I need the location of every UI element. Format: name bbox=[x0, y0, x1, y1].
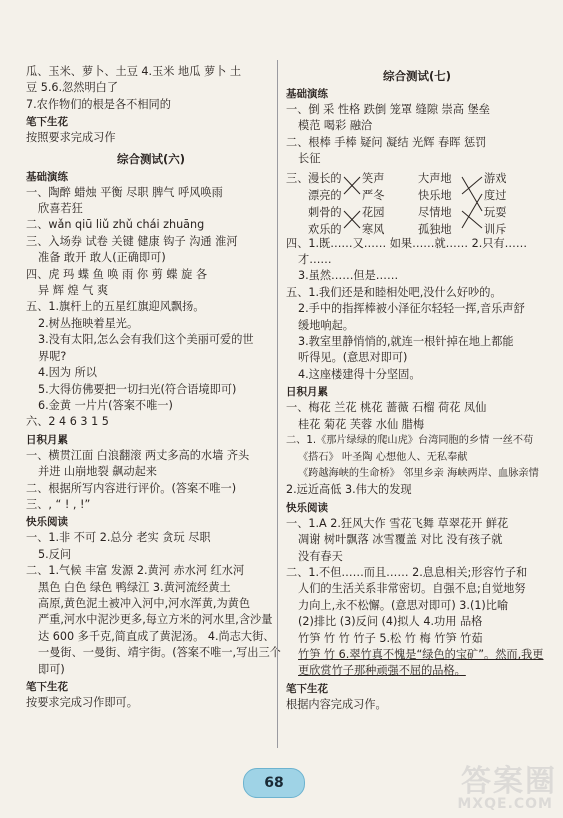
match-word: 玩耍 bbox=[484, 205, 507, 219]
answer-line: 《跨越海峡的生命桥》 邻里乡亲 海峡两岸、血脉亲情 bbox=[298, 467, 539, 479]
left-column bbox=[26, 64, 281, 711]
right-column bbox=[286, 64, 548, 713]
answer-line: (2)排比 (3)反问 (4)拟人 4.功用 品格 bbox=[298, 615, 483, 629]
answer-line: 二、根棒 手棒 疑问 凝结 光辉 春晖 惩罚 bbox=[286, 135, 487, 149]
match-word: 漫长的 bbox=[308, 171, 342, 185]
match-word: 寒风 bbox=[362, 222, 385, 236]
match-word: 大声地 bbox=[418, 171, 452, 185]
answer-line: 凋谢 树叶飘落 冰雪覆盖 对比 没有孩子就 bbox=[298, 533, 503, 547]
test-title: 综合测试(六) bbox=[116, 151, 185, 166]
answer-line: 黑色 白色 绿色 鸭绿江 3.黄河流经黄土 bbox=[38, 580, 231, 594]
answer-line: 《搭石》 叶圣陶 心想他人、无私奉献 bbox=[298, 451, 468, 463]
answer-line: 竹笋 竹 6.翠竹真不愧是“绿色的宝矿”。然而,我更 bbox=[298, 647, 544, 661]
answer-line: 四、1.既……又…… 如果……就…… 2.只有…… bbox=[286, 236, 528, 250]
answer-line: 更欣赏竹子那种顽强不屈的品格。 bbox=[298, 664, 466, 678]
answer-line: 一、陶醉 蜡烛 平衡 尽职 脾气 呼风唤雨 bbox=[26, 185, 223, 199]
answer-line: 6.金黄 一片片(答案不唯一) bbox=[38, 398, 173, 412]
answer-line: 三、入场券 试卷 关键 健康 钩子 沟通 淮河 bbox=[26, 234, 238, 248]
match-word: 训斥 bbox=[484, 222, 507, 236]
answer-line: 严重,河水中泥沙更多,每立方米的河水里,含沙量 bbox=[38, 613, 273, 627]
answer-line: 界呢? bbox=[38, 349, 67, 363]
answer-line: 按照要求完成习作 bbox=[26, 131, 116, 145]
answer-line: 2.手中的指挥棒被小泽征尔轻轻一挥,音乐声舒 bbox=[298, 302, 525, 316]
answer-line: 2.树丛拖映着星光。 bbox=[38, 316, 139, 330]
section-heading: 快乐阅读 bbox=[286, 501, 328, 514]
section-heading: 快乐阅读 bbox=[26, 516, 68, 529]
match-word: 游戏 bbox=[484, 171, 507, 185]
answer-line: 六、2 4 6 3 1 5 bbox=[26, 415, 109, 429]
match-word: 欢乐的 bbox=[308, 222, 342, 236]
answer-line: 一、倒 采 性格 跌倒 笼罩 缝隙 崇高 堡垒 bbox=[286, 103, 490, 116]
answer-line: 4.因为 所以 bbox=[38, 366, 97, 380]
answer-line: 听得见。(意思对即可) bbox=[298, 351, 408, 365]
match-word: 严冬 bbox=[362, 188, 385, 202]
test-title: 综合测试(七) bbox=[382, 69, 451, 83]
match-word: 花园 bbox=[362, 205, 385, 219]
answer-line: 二、1.气候 丰富 发源 2.黄河 赤水河 红水河 bbox=[26, 564, 245, 578]
answer-line: 3.教室里静悄悄的,就连一根针掉在地上都能 bbox=[298, 335, 514, 349]
match-word: 笑声 bbox=[362, 171, 385, 185]
section-heading: 基础演练 bbox=[26, 170, 68, 183]
word-matching-exercise bbox=[286, 168, 548, 236]
answer-line: 高原,黄色泥土被冲入河中,河水浑黄,为黄色 bbox=[38, 596, 251, 610]
page-number: 68 bbox=[243, 768, 305, 798]
answer-line: 达 600 多千克,简直成了黄泥汤。 4.尚志大街、 bbox=[38, 629, 275, 643]
answer-line: 豆 5.6.忽然明白了 bbox=[26, 81, 119, 95]
watermark-logo bbox=[407, 756, 557, 812]
answer-line: 3.虽然……但是…… bbox=[298, 269, 399, 283]
answer-line: 5.大得仿佛要把一切扫光(符合语境即可) bbox=[38, 382, 237, 396]
answer-line: 力向上,永不松懈。(意思对即可) 3.(1)比喻 bbox=[298, 598, 509, 612]
watermark-text: 答案圈 bbox=[461, 764, 557, 799]
answer-line: 四、虎 玛 蝶 鱼 唤 雨 你 剪 蝶 旋 各 bbox=[26, 267, 208, 281]
question-number: 三、 bbox=[286, 171, 309, 185]
answer-line: 人们的生活关系非常密切。自强不息;自觉地努 bbox=[298, 582, 526, 596]
answer-line: 5.反问 bbox=[38, 547, 72, 561]
answer-line: 一、1.非 不可 2.总分 老实 贪玩 尽职 bbox=[26, 531, 211, 545]
answer-line: 桂花 菊花 芙蓉 水仙 腊梅 bbox=[298, 417, 425, 431]
answer-line: 五、1.我们还是和睦相处吧,没什么好吵的。 bbox=[286, 285, 502, 299]
match-word: 度过 bbox=[484, 188, 507, 202]
answer-line: 二、1.不但……而且…… 2.息息相关;形容竹子和 bbox=[286, 565, 528, 579]
answer-line: 即可) bbox=[38, 662, 65, 676]
section-heading: 日积月累 bbox=[26, 433, 68, 446]
section-heading: 基础演练 bbox=[286, 88, 328, 100]
match-word: 刺骨的 bbox=[308, 205, 342, 219]
answer-line: 才…… bbox=[298, 253, 332, 267]
answer-line: 准备 敢开 敢人(正确即可) bbox=[38, 251, 166, 265]
answer-line: 3.没有太阳,怎么会有我们这个美丽可爱的世 bbox=[38, 333, 254, 347]
answer-line: 一、1.A 2.狂风大作 雪花飞舞 草翠花开 鲜花 bbox=[286, 516, 509, 530]
section-heading: 笔下生花 bbox=[26, 681, 68, 693]
answer-line: 二、wǎn qiū liǔ zhǔ chái zhuāng bbox=[26, 218, 205, 232]
answer-line: 4.这座楼建得十分坚固。 bbox=[298, 367, 421, 381]
match-word: 快乐地 bbox=[418, 188, 452, 202]
match-word: 孤独地 bbox=[418, 222, 452, 236]
section-heading: 日积月累 bbox=[286, 386, 328, 399]
answer-line: 一、横贯江面 白浪翻滚 两丈多高的水墙 齐头 bbox=[26, 448, 250, 462]
answer-line: 欣喜若狂 bbox=[38, 202, 83, 216]
answer-line: 三、, “ ! , !” bbox=[26, 497, 91, 511]
answer-line: 按要求完成习作即可。 bbox=[26, 696, 138, 709]
answer-line: 五、1.旗杆上的五星红旗迎风飘扬。 bbox=[26, 300, 205, 314]
section-heading: 笔下生花 bbox=[26, 116, 68, 129]
answer-line: 并进 山崩地裂 飙动起来 bbox=[38, 465, 157, 479]
answer-line: 长征 bbox=[298, 152, 321, 166]
answer-line: 二、根据所写内容进行评价。(答案不唯一) bbox=[26, 481, 237, 495]
answer-line: 模范 喝彩 融洽 bbox=[298, 119, 373, 133]
section-heading: 笔下生花 bbox=[286, 682, 328, 695]
answer-line: 7.农作物们的根是各不相同的 bbox=[26, 97, 171, 111]
answer-line: 一、梅花 兰花 桃花 蔷薇 石榴 荷花 凤仙 bbox=[286, 401, 487, 415]
answer-line: 缓地响起。 bbox=[298, 318, 354, 332]
answer-line: 一曼街、一曼街、靖宇街。(答案不唯一,写出三个 bbox=[38, 646, 281, 660]
match-word: 尽情地 bbox=[418, 205, 452, 219]
answer-line: 瓜、玉米、萝卜、土豆 4.玉米 地瓜 萝卜 土 bbox=[26, 65, 242, 78]
column-divider bbox=[277, 60, 278, 748]
answer-line: 竹笋 竹 竹 竹子 5.松 竹 梅 竹笋 竹茹 bbox=[298, 631, 483, 645]
answer-line: 异 辉 煌 气 爽 bbox=[38, 284, 109, 298]
match-word: 漂亮的 bbox=[308, 188, 342, 202]
answer-line: 2.远近高低 3.伟大的发现 bbox=[286, 483, 412, 497]
answer-line: 没有春天 bbox=[298, 549, 343, 563]
watermark-url: MXQE.COM bbox=[457, 796, 553, 812]
answer-line: 二、1.《那片绿绿的爬山虎》台湾同胞的乡情 一丝不苟 bbox=[286, 435, 534, 447]
answer-line: 根据内容完成习作。 bbox=[286, 697, 387, 711]
